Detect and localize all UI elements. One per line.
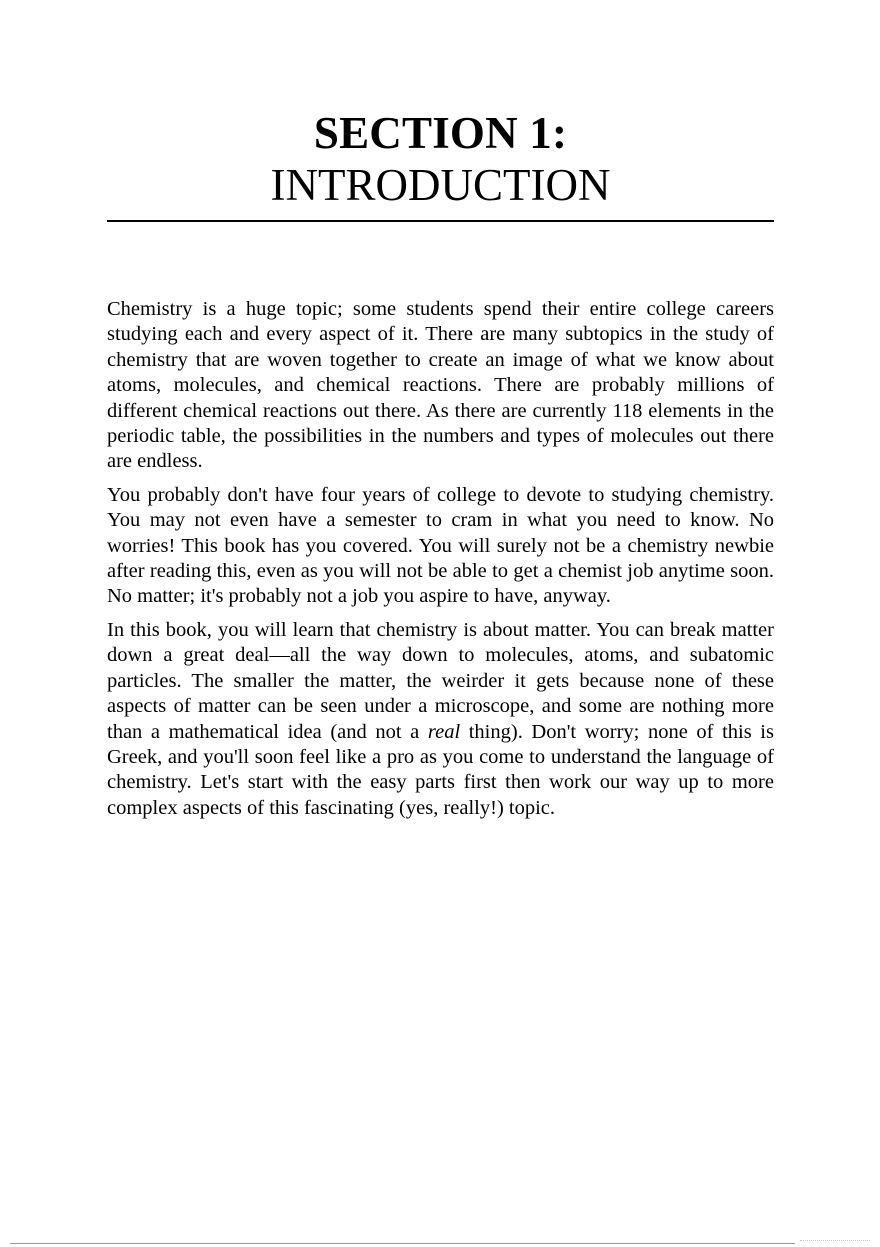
paragraph-2: You probably don't have four years of college to devote to studying chemistry. You may not even have a semester to cram in what you need to know. No worries! This book has you covered. You will surely not be a chemistry newbie after reading this, even as you will not be able to get a chemist job anytime soon. No matter; it's probably not a job you aspire to have, anyway. [107,483,774,608]
body-text [107,297,774,829]
section-label: SECTION 1: [313,108,568,158]
paragraph-3-part-2: thing). Don't worry; none of this is Greek, and you'll soon feel like a pro as you come to understand the language of chemistry. Let's start with the easy parts first then work our way up to more complex aspects of this fascinating (yes, really!) topic. [107,720,774,819]
footer-mark [800,1240,870,1241]
section-title: INTRODUCTION [270,160,611,210]
footer-divider [10,1243,795,1244]
paragraph-3-emphasis: real [427,720,461,743]
paragraph-3-part-1: In this book, you will learn that chemistry is about matter. You can break matter down a great deal—all the way down to molecules, atoms, and subatomic particles. The smaller the matter, the weirder it gets because none of these aspects of matter can be seen under a microscope, and some are nothing more than a mathematical idea (and not a [107,618,774,743]
section-heading [107,108,774,212]
heading-divider [107,220,774,222]
paragraph-1: Chemistry is a huge topic; some students spend their entire college careers studying each and every aspect of it. There are many subtopics in the study of chemistry that are woven together to create an image of what we know about atoms, molecules, and chemical reactions. There are probably millions of different chemical reactions out there. As there are currently 118 elements in the periodic table, the possibilities in the numbers and types of molecules out there are endless. [107,298,774,473]
paragraph-3 [107,618,774,821]
